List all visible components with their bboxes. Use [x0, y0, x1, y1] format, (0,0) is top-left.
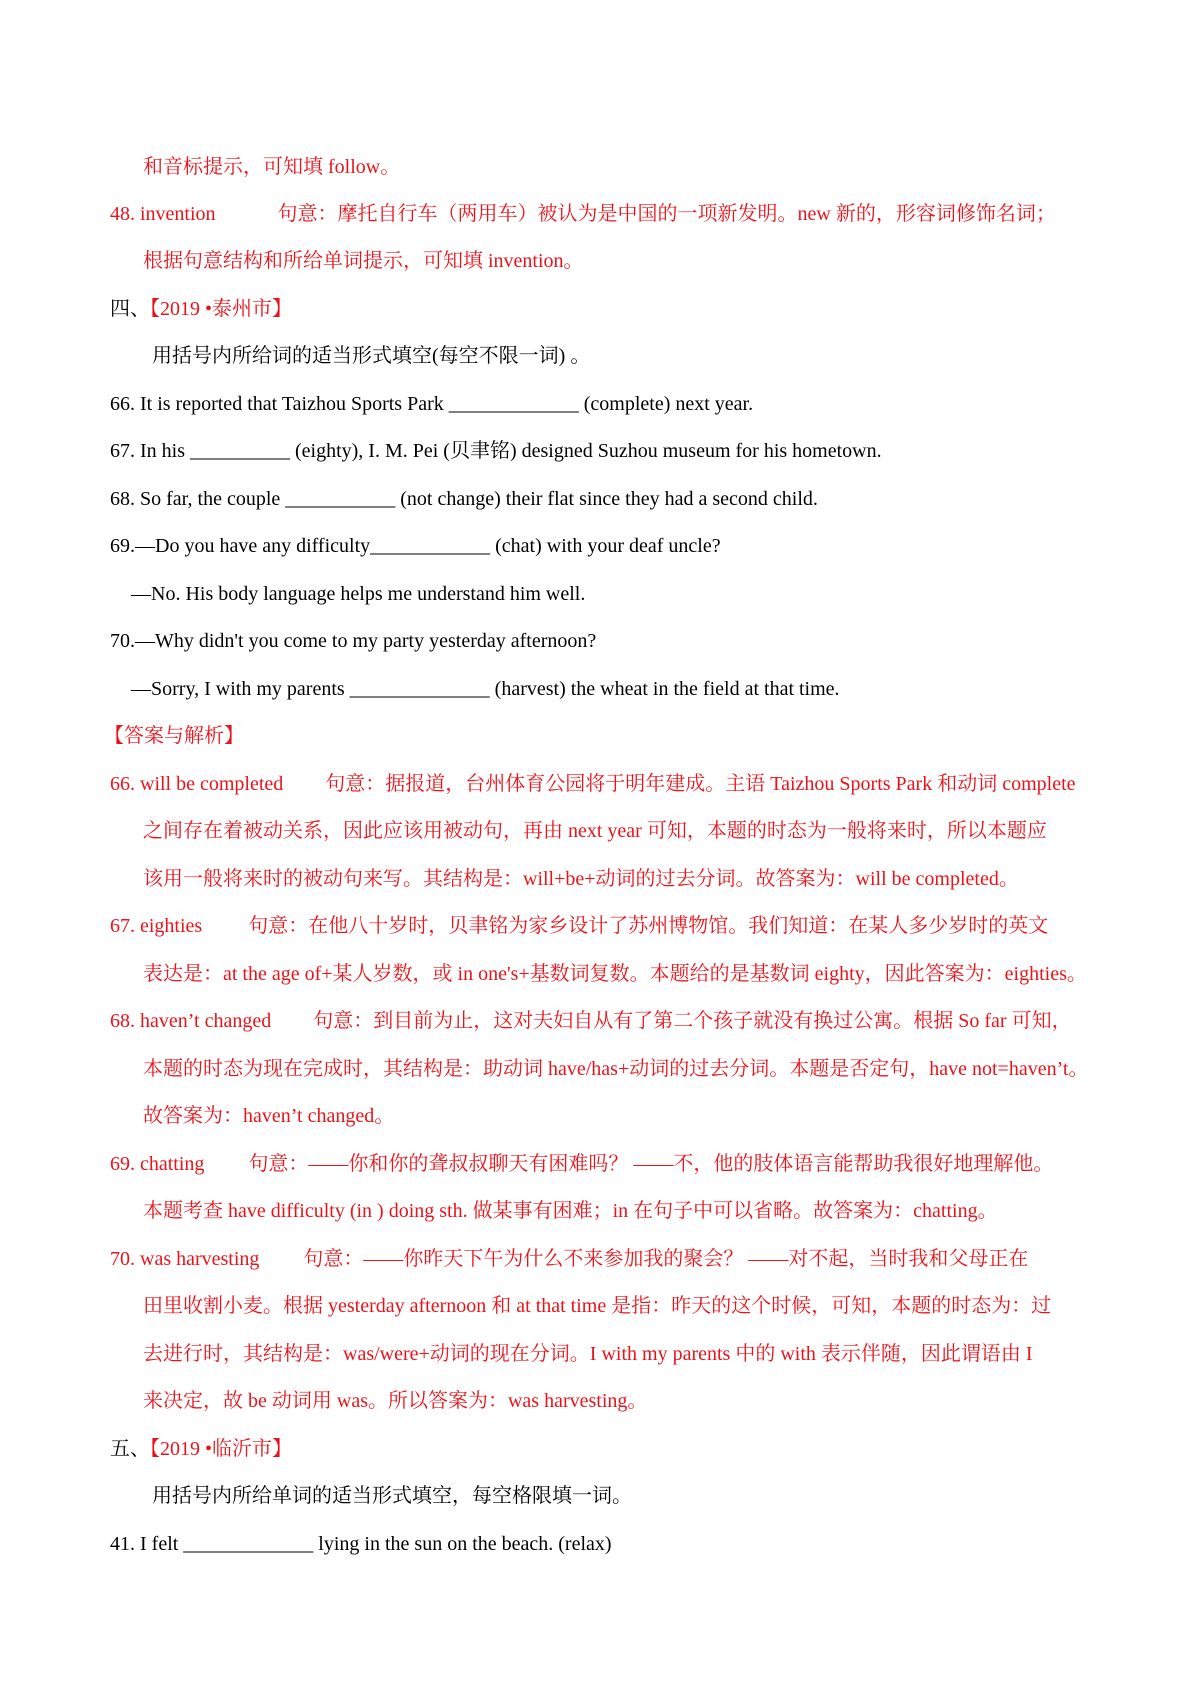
answer-67-line-1 — [110, 912, 1048, 940]
answer-70-line-3: 去进行时，其结构是：was/were+动词的现在分词。I with my parents 中的 with 表示伴随，因此谓语由 I — [143, 1343, 1033, 1365]
answer-66-number: 66. will be completed — [110, 773, 284, 795]
answer-70-line-4: 来决定，故 be 动词用 was。所以答案为：was harvesting。 — [143, 1390, 648, 1412]
answer-48-explanation: 句意：摩托自行车（两用车）被认为是中国的一项新发明。new 新的，形容词修饰名词； — [277, 203, 1056, 225]
question-41: 41. I felt _____________ lying in the sun on the beach. (relax) — [110, 1533, 612, 1555]
question-68: 68. So far, the couple ___________ (not change) their flat since they had a second child. — [110, 488, 818, 510]
answer-48-line-1 — [110, 200, 1056, 228]
answer-69-line-2: 本题考查 have difficulty (in ) doing sth. 做某事有困难；in 在句子中可以省略。故答案为：chatting。 — [143, 1200, 998, 1222]
section-5-tag: 【2019 •临沂市】 — [150, 1438, 293, 1460]
question-69-b: —No. His body language helps me understand him well. — [131, 583, 586, 605]
answer-68-number: 68. haven’t changed — [110, 1010, 272, 1032]
question-66: 66. It is reported that Taizhou Sports Park _____________ (complete) next year. — [110, 393, 754, 415]
answer-68-line-2: 本题的时态为现在完成时，其结构是：助动词 have/has+动词的过去分词。本题是否定句，have not=haven’t。 — [143, 1058, 1089, 1080]
section-5-instruction: 用括号内所给单词的适当形式填空，每空格限填一词。 — [152, 1485, 632, 1507]
answer-69-line-1 — [110, 1150, 1053, 1178]
answer-header: 【答案与解析】 — [104, 725, 244, 747]
answer-70-line-2: 田里收割小麦。根据 yesterday afternoon 和 at that time 是指：昨天的这个时候，可知，本题的时态为：过 — [143, 1295, 1052, 1317]
section-4-tag: 【2019 •泰州市】 — [150, 298, 293, 320]
section-4-instruction: 用括号内所给词的适当形式填空(每空不限一词) 。 — [152, 345, 591, 367]
answer-66-explanation: 句意：据报道，台州体育公园将于明年建成。主语 Taizhou Sports Park 和动词 complete — [325, 773, 1076, 795]
answer-68-explanation: 句意：到目前为止，这对夫妇自从有了第二个孩子就没有换过公寓。根据 So far 可知， — [313, 1010, 1072, 1032]
answer-67-line-2: 表达是：at the age of+某人岁数，或 in one's+基数词复数。本题给的是基数词 eighty，因此答案为：eighties。 — [143, 963, 1087, 985]
answer-70-explanation: 句意：——你昨天下午为什么不来参加我的聚会？ ——对不起，当时我和父母正在 — [303, 1248, 1029, 1270]
answer-48-line-2: 根据句意结构和所给单词提示，可知填 invention。 — [143, 250, 584, 272]
section-5-heading — [110, 1435, 292, 1463]
section-4-prefix: 四、 — [110, 298, 150, 320]
prev-answer-line: 和音标提示，可知填 follow。 — [143, 156, 401, 178]
question-70-a: 70.—Why didn't you come to my party yesterday afternoon? — [110, 630, 597, 652]
question-70-b: —Sorry, I with my parents ______________ (harvest) the wheat in the field at that time. — [131, 678, 840, 700]
answer-68-line-3: 故答案为：haven’t changed。 — [143, 1105, 395, 1127]
question-69-a: 69.—Do you have any difficulty____________ (chat) with your deaf uncle? — [110, 535, 721, 557]
answer-69-number: 69. chatting — [110, 1153, 205, 1175]
answer-67-explanation: 句意：在他八十岁时，贝聿铭为家乡设计了苏州博物馆。我们知道：在某人多少岁时的英文 — [248, 915, 1049, 937]
section-4-heading — [110, 295, 292, 323]
answer-70-number: 70. was harvesting — [110, 1248, 260, 1270]
answer-67-number: 67. eighties — [110, 915, 203, 937]
answer-66-line-1 — [110, 770, 1076, 798]
question-67: 67. In his __________ (eighty), I. M. Pei (贝聿铭) designed Suzhou museum for his hometown. — [110, 440, 882, 462]
answer-69-explanation: 句意：——你和你的聋叔叔聊天有困难吗？ ——不，他的肢体语言能帮助我很好地理解他。 — [248, 1153, 1054, 1175]
section-5-prefix: 五、 — [110, 1438, 150, 1460]
answer-70-line-1 — [110, 1245, 1028, 1273]
answer-66-line-3: 该用一般将来时的被动句来写。其结构是：will+be+动词的过去分词。故答案为：will be completed。 — [143, 868, 1019, 890]
answer-66-line-2: 之间存在着被动关系，因此应该用被动句，再由 next year 可知，本题的时态为一般将来时，所以本题应 — [143, 820, 1047, 842]
answer-68-line-1 — [110, 1007, 1072, 1035]
answer-48-number: 48. invention — [110, 203, 216, 225]
